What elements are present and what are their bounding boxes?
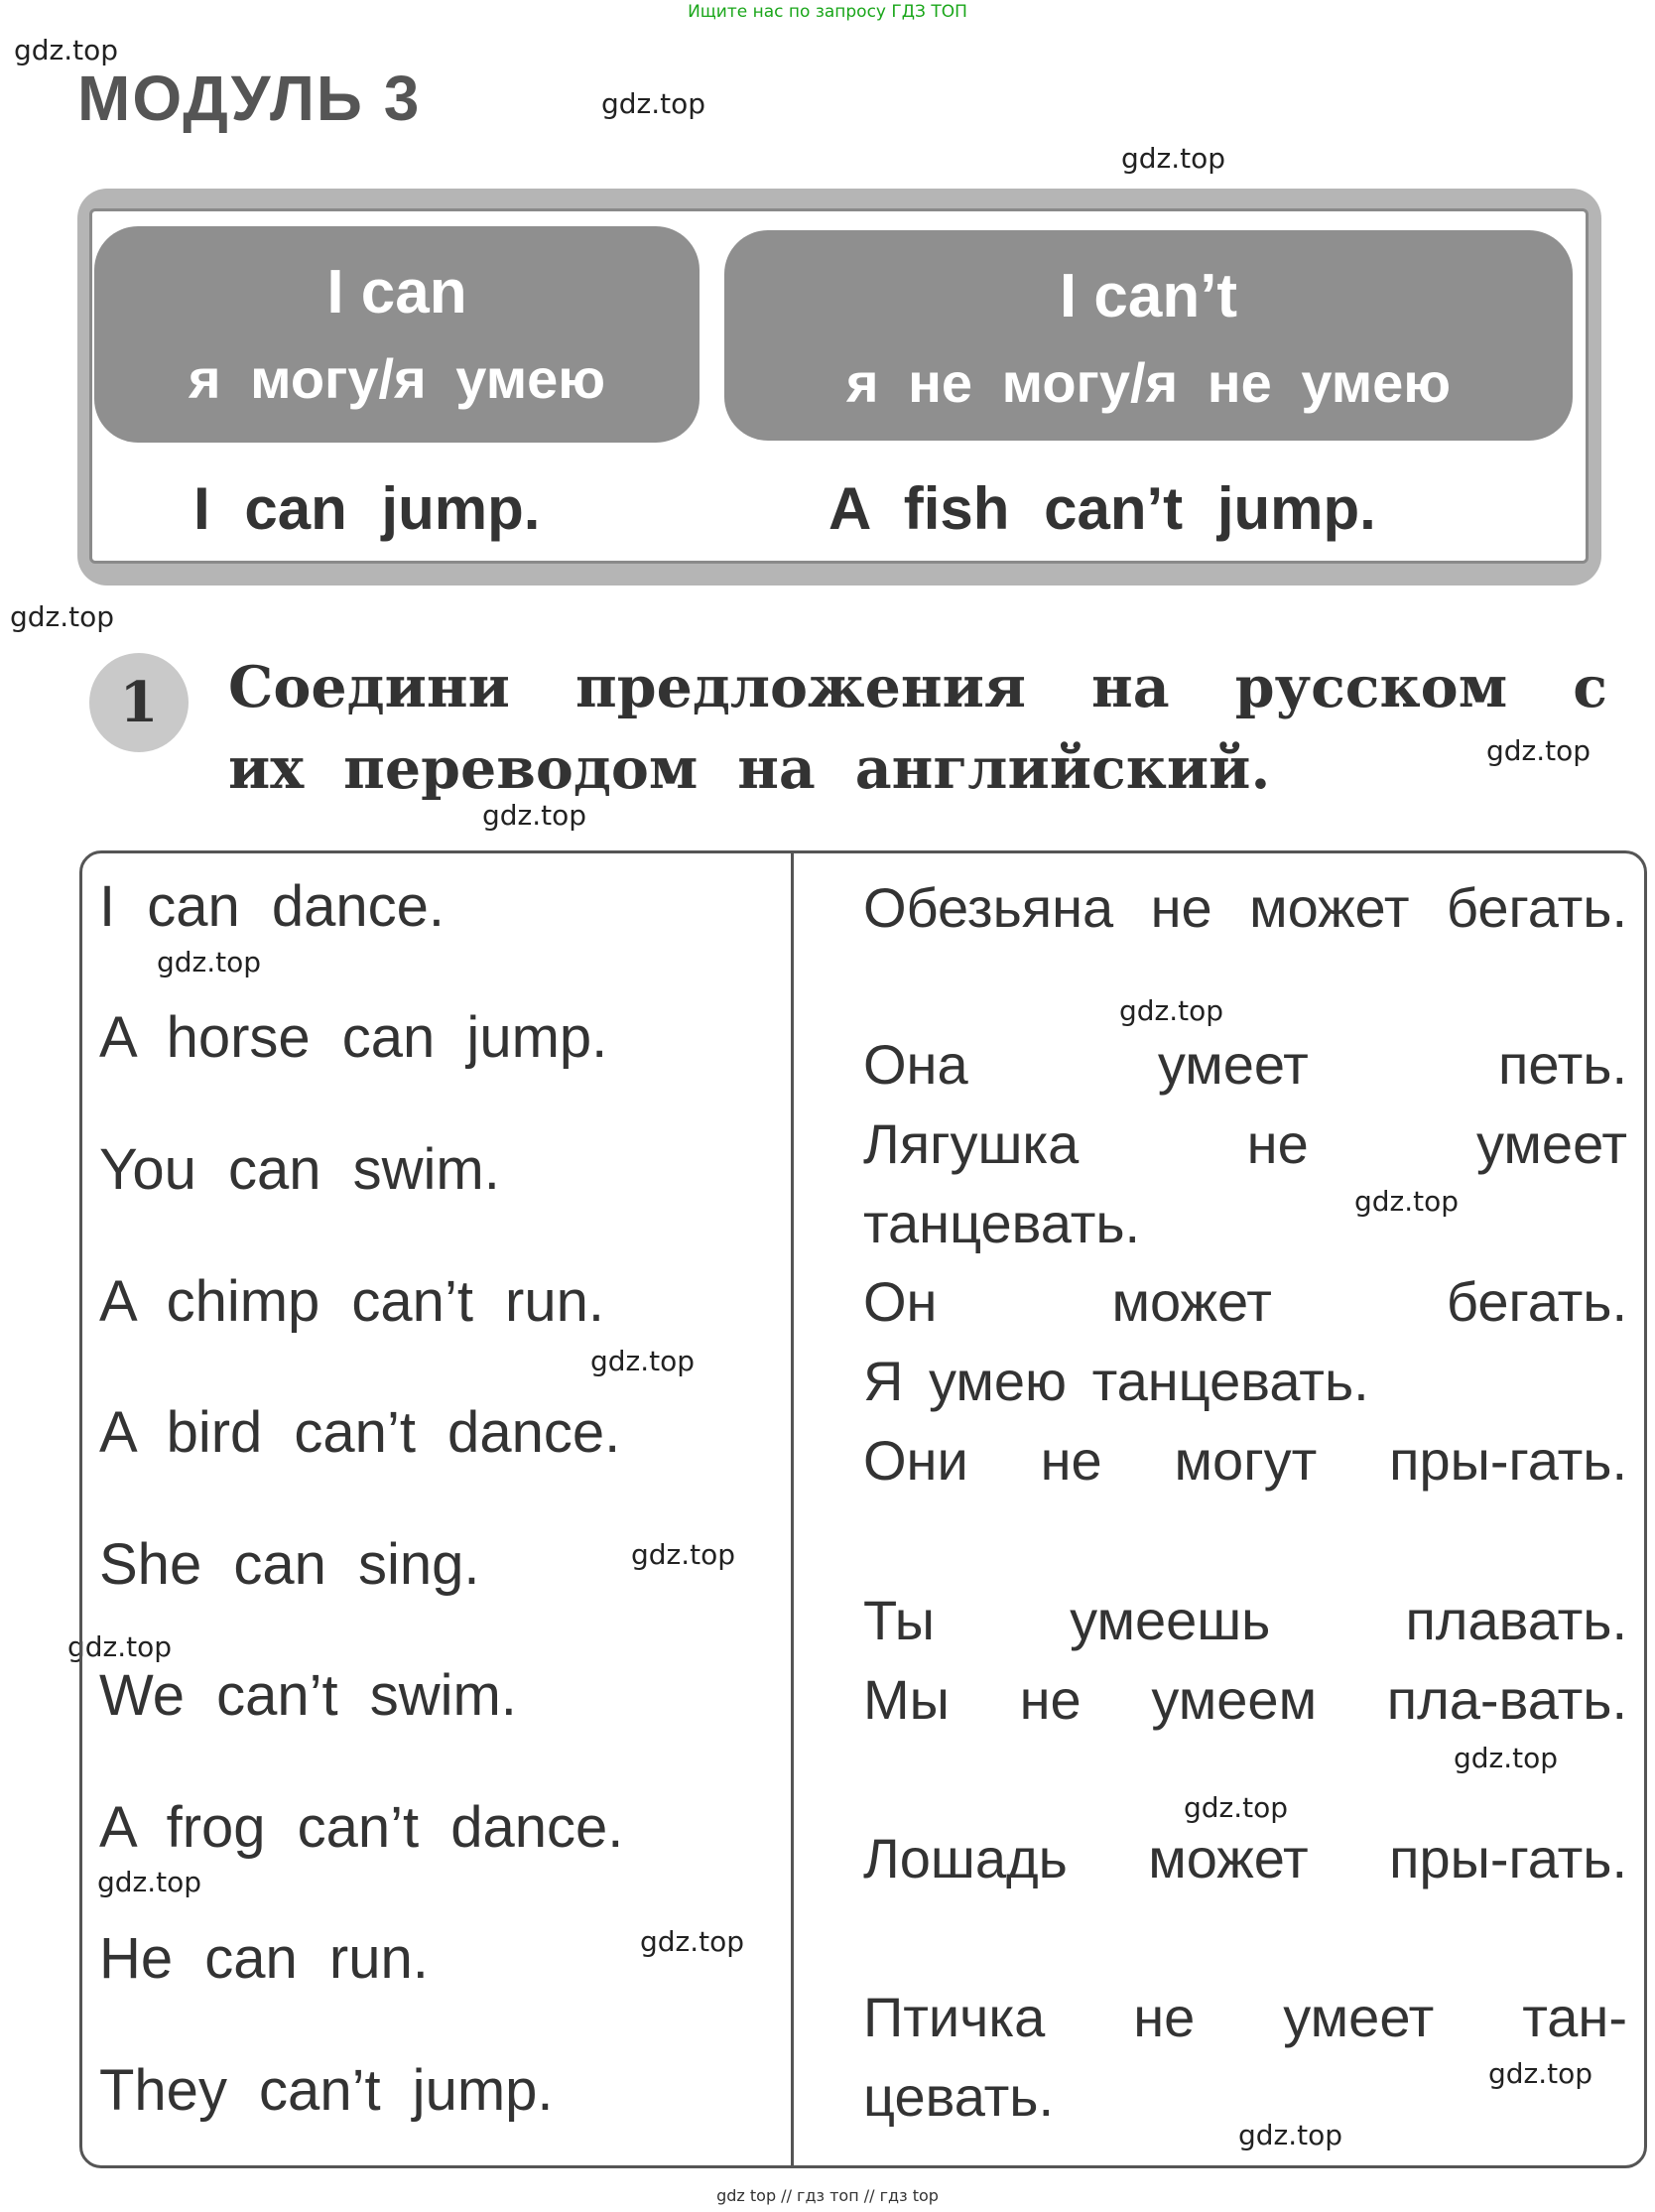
russian-sentence[interactable]: Лягушка не умеет танцевать. [863,1112,1627,1254]
english-sentence[interactable]: A bird can’t dance. [99,1400,621,1465]
english-sentence[interactable]: He can run. [99,1926,429,1991]
watermark: gdz.top [601,87,706,120]
watermark: gdz.top [1486,734,1591,767]
russian-sentence[interactable]: Ты умеешь плавать. [863,1589,1627,1651]
russian-sentence[interactable]: Мы не умеем пла-вать. [863,1668,1627,1731]
task-instruction: Соедини предложения на русском с их переводом на английский. [228,654,1607,802]
watermark: gdz.top [67,1630,173,1663]
watermark: gdz.top [14,34,119,66]
can-rule-en: I can [326,258,467,326]
english-sentence[interactable]: She can sing. [99,1532,480,1597]
table-divider [791,851,794,2167]
watermark: gdz.top [10,600,115,633]
watermark: gdz.top [1488,2057,1593,2090]
russian-sentence[interactable]: Они не могут пры-гать. [863,1429,1627,1492]
watermark: gdz.top [482,799,587,832]
watermark: gdz.top [1454,1742,1559,1774]
watermark: gdz.top [590,1345,696,1377]
watermark: gdz.top [97,1866,202,1898]
example-cant: A fish can’t jump. [828,475,1376,542]
watermark: gdz.top [1119,994,1224,1027]
english-sentence[interactable]: A frog can’t dance. [99,1795,624,1860]
cant-rule-pill [724,230,1573,441]
english-sentence[interactable]: I can dance. [99,874,445,939]
top-banner[interactable]: Ищите нас по запросу ГДЗ ТОП [688,2,967,22]
russian-sentence[interactable]: Птичка не умеет тан-цевать. [863,1986,1627,2128]
english-sentence[interactable]: A chimp can’t run. [99,1269,604,1334]
russian-sentence[interactable]: Лошадь может пры-гать. [863,1827,1627,1889]
watermark: gdz.top [1354,1185,1460,1218]
russian-sentence[interactable]: Он может бегать. [863,1270,1627,1333]
english-sentence[interactable]: They can’t jump. [99,2058,554,2123]
watermark: gdz.top [631,1538,736,1571]
english-sentence[interactable]: We can’t swim. [99,1663,517,1728]
cant-rule-ru: я не могу/я не умею [845,351,1452,414]
can-rule-ru: я могу/я умею [188,347,606,410]
can-rule-pill [94,226,700,443]
watermark: gdz.top [1121,142,1226,175]
russian-sentence[interactable]: Я умею танцевать. [863,1350,1369,1412]
bottom-banner[interactable]: gdz top // гдз топ // гдз top [716,2186,939,2205]
russian-sentence[interactable]: Она умеет петь. [863,1033,1627,1096]
task-number: 1 [89,653,189,752]
russian-sentence[interactable]: Обезьяна не может бегать. [863,876,1627,939]
english-sentence[interactable]: You can swim. [99,1137,500,1202]
watermark: gdz.top [1238,2119,1343,2151]
watermark: gdz.top [1184,1791,1289,1824]
watermark: gdz.top [157,946,262,978]
module-title: МОДУЛЬ 3 [77,63,422,134]
watermark: gdz.top [640,1925,745,1958]
example-can: I can jump. [193,475,541,542]
english-sentence[interactable]: A horse can jump. [99,1005,608,1070]
cant-rule-en: I can’t [1059,262,1238,330]
